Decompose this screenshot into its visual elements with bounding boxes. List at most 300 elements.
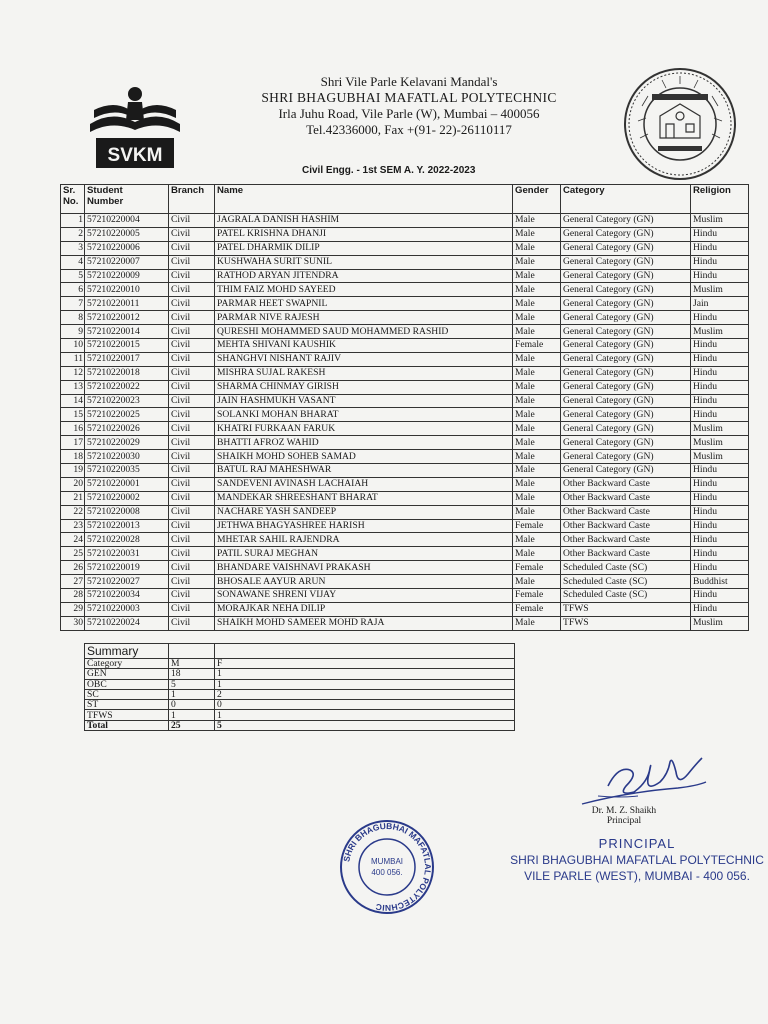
cell-religion: Hindu bbox=[691, 227, 749, 241]
cell-name: JAIN HASHMUKH VASANT bbox=[215, 394, 513, 408]
cell-sr: 28 bbox=[61, 589, 85, 603]
cell-sr: 27 bbox=[61, 575, 85, 589]
cell-gender: Male bbox=[513, 352, 561, 366]
cell-category: General Category (GN) bbox=[561, 227, 691, 241]
institution-header bbox=[240, 74, 578, 138]
cell-gender: Male bbox=[513, 575, 561, 589]
cell-religion: Hindu bbox=[691, 339, 749, 353]
summary-table bbox=[84, 643, 515, 731]
cell-student-number: 57210220013 bbox=[85, 519, 169, 533]
col-header-branch: Branch bbox=[169, 185, 215, 214]
cell-branch: Civil bbox=[169, 561, 215, 575]
summary-f: 0 bbox=[215, 700, 515, 710]
summary-m: 1 bbox=[169, 710, 215, 720]
cell-category: Scheduled Caste (SC) bbox=[561, 561, 691, 575]
cell-branch: Civil bbox=[169, 339, 215, 353]
cell-gender: Male bbox=[513, 450, 561, 464]
cell-religion: Hindu bbox=[691, 464, 749, 478]
cell-sr: 29 bbox=[61, 602, 85, 616]
cell-name: PATEL KRISHNA DHANJI bbox=[215, 227, 513, 241]
cell-sr: 2 bbox=[61, 227, 85, 241]
cell-name: MANDEKAR SHREESHANT BHARAT bbox=[215, 491, 513, 505]
cell-sr: 21 bbox=[61, 491, 85, 505]
cell-religion: Hindu bbox=[691, 408, 749, 422]
cell-gender: Male bbox=[513, 380, 561, 394]
cell-religion: Hindu bbox=[691, 505, 749, 519]
cell-student-number: 57210220006 bbox=[85, 241, 169, 255]
cell-name: PARMAR HEET SWAPNIL bbox=[215, 297, 513, 311]
cell-branch: Civil bbox=[169, 477, 215, 491]
cell-student-number: 57210220022 bbox=[85, 380, 169, 394]
cell-sr: 14 bbox=[61, 394, 85, 408]
cell-student-number: 57210220034 bbox=[85, 589, 169, 603]
cell-category: General Category (GN) bbox=[561, 325, 691, 339]
table-row bbox=[61, 477, 749, 491]
cell-religion: Muslim bbox=[691, 214, 749, 228]
cell-gender: Male bbox=[513, 297, 561, 311]
cell-religion: Hindu bbox=[691, 533, 749, 547]
cell-name: JAGRALA DANISH HASHIM bbox=[215, 214, 513, 228]
cell-religion: Muslim bbox=[691, 436, 749, 450]
summary-m: 18 bbox=[169, 669, 215, 679]
table-row bbox=[61, 241, 749, 255]
cell-name: KHATRI FURKAAN FARUK bbox=[215, 422, 513, 436]
cell-name: KUSHWAHA SURIT SUNIL bbox=[215, 255, 513, 269]
college-seal bbox=[622, 66, 738, 182]
cell-gender: Male bbox=[513, 422, 561, 436]
cell-name: BHATTI AFROZ WAHID bbox=[215, 436, 513, 450]
cell-branch: Civil bbox=[169, 450, 215, 464]
cell-gender: Male bbox=[513, 533, 561, 547]
cell-gender: Male bbox=[513, 283, 561, 297]
cell-branch: Civil bbox=[169, 366, 215, 380]
summary-row bbox=[85, 689, 515, 699]
cell-branch: Civil bbox=[169, 422, 215, 436]
summary-header-f: F bbox=[215, 659, 515, 669]
cell-student-number: 57210220017 bbox=[85, 352, 169, 366]
cell-category: General Category (GN) bbox=[561, 297, 691, 311]
cell-sr: 1 bbox=[61, 214, 85, 228]
summary-title-row bbox=[85, 644, 515, 659]
cell-religion: Muslim bbox=[691, 450, 749, 464]
cell-student-number: 57210220008 bbox=[85, 505, 169, 519]
table-row bbox=[61, 616, 749, 630]
cell-sr: 6 bbox=[61, 283, 85, 297]
cell-sr: 5 bbox=[61, 269, 85, 283]
cell-sr: 8 bbox=[61, 311, 85, 325]
cell-branch: Civil bbox=[169, 436, 215, 450]
cell-gender: Female bbox=[513, 339, 561, 353]
summary-category: OBC bbox=[85, 679, 169, 689]
summary-header-category: Category bbox=[85, 659, 169, 669]
cell-gender: Male bbox=[513, 227, 561, 241]
cell-religion: Hindu bbox=[691, 547, 749, 561]
cell-branch: Civil bbox=[169, 602, 215, 616]
cell-student-number: 57210220028 bbox=[85, 533, 169, 547]
cell-branch: Civil bbox=[169, 464, 215, 478]
cell-name: MEHTA SHIVANI KAUSHIK bbox=[215, 339, 513, 353]
cell-religion: Buddhist bbox=[691, 575, 749, 589]
cell-branch: Civil bbox=[169, 505, 215, 519]
cell-name: QURESHI MOHAMMED SAUD MOHAMMED RASHID bbox=[215, 325, 513, 339]
cell-category: General Category (GN) bbox=[561, 241, 691, 255]
cell-category: General Category (GN) bbox=[561, 408, 691, 422]
summary-category: ST bbox=[85, 700, 169, 710]
table-row bbox=[61, 422, 749, 436]
cell-name: MISHRA SUJAL RAKESH bbox=[215, 366, 513, 380]
col-header-religion: Religion bbox=[691, 185, 749, 214]
cell-sr: 9 bbox=[61, 325, 85, 339]
cell-branch: Civil bbox=[169, 408, 215, 422]
cell-name: SHARMA CHINMAY GIRISH bbox=[215, 380, 513, 394]
table-row bbox=[61, 325, 749, 339]
cell-branch: Civil bbox=[169, 352, 215, 366]
cell-category: General Category (GN) bbox=[561, 366, 691, 380]
cell-religion: Hindu bbox=[691, 519, 749, 533]
principal-signature-block bbox=[584, 806, 664, 826]
summary-category: TFWS bbox=[85, 710, 169, 720]
cell-branch: Civil bbox=[169, 616, 215, 630]
cell-sr: 30 bbox=[61, 616, 85, 630]
table-row bbox=[61, 533, 749, 547]
col-header-student-number: Student Number bbox=[85, 185, 169, 214]
cell-religion: Hindu bbox=[691, 589, 749, 603]
cell-gender: Male bbox=[513, 436, 561, 450]
table-row bbox=[61, 297, 749, 311]
cell-category: Other Backward Caste bbox=[561, 491, 691, 505]
cell-gender: Male bbox=[513, 366, 561, 380]
cell-category: Other Backward Caste bbox=[561, 505, 691, 519]
svkm-logo bbox=[86, 80, 184, 172]
cell-category: General Category (GN) bbox=[561, 255, 691, 269]
cell-student-number: 57210220035 bbox=[85, 464, 169, 478]
cell-student-number: 57210220027 bbox=[85, 575, 169, 589]
table-row bbox=[61, 491, 749, 505]
cell-gender: Male bbox=[513, 255, 561, 269]
cell-religion: Hindu bbox=[691, 366, 749, 380]
cell-category: General Category (GN) bbox=[561, 450, 691, 464]
summary-f: 5 bbox=[215, 720, 515, 730]
cell-gender: Male bbox=[513, 505, 561, 519]
cell-student-number: 57210220014 bbox=[85, 325, 169, 339]
summary-header-row bbox=[85, 659, 515, 669]
cell-student-number: 57210220009 bbox=[85, 269, 169, 283]
cell-student-number: 57210220030 bbox=[85, 450, 169, 464]
stamp-address: VILE PARLE (WEST), MUMBAI - 400 056. bbox=[524, 869, 750, 883]
cell-sr: 19 bbox=[61, 464, 85, 478]
cell-sr: 24 bbox=[61, 533, 85, 547]
cell-gender: Male bbox=[513, 477, 561, 491]
stamp-title: PRINCIPAL bbox=[598, 836, 676, 851]
cell-religion: Hindu bbox=[691, 352, 749, 366]
cell-religion: Hindu bbox=[691, 477, 749, 491]
cell-student-number: 57210220012 bbox=[85, 311, 169, 325]
summary-row bbox=[85, 710, 515, 720]
cell-category: Other Backward Caste bbox=[561, 533, 691, 547]
col-header-gender: Gender bbox=[513, 185, 561, 214]
table-row bbox=[61, 464, 749, 478]
cell-name: SANDEVENI AVINASH LACHAIAH bbox=[215, 477, 513, 491]
cell-religion: Muslim bbox=[691, 422, 749, 436]
table-row bbox=[61, 394, 749, 408]
cell-gender: Male bbox=[513, 547, 561, 561]
cell-name: PATEL DHARMIK DILIP bbox=[215, 241, 513, 255]
cell-name: NACHARE YASH SANDEEP bbox=[215, 505, 513, 519]
cell-gender: Male bbox=[513, 241, 561, 255]
cell-category: General Category (GN) bbox=[561, 339, 691, 353]
cell-name: SHAIKH MOHD SAMEER MOHD RAJA bbox=[215, 616, 513, 630]
cell-religion: Muslim bbox=[691, 616, 749, 630]
cell-branch: Civil bbox=[169, 241, 215, 255]
cell-category: Scheduled Caste (SC) bbox=[561, 589, 691, 603]
cell-branch: Civil bbox=[169, 297, 215, 311]
cell-branch: Civil bbox=[169, 311, 215, 325]
table-row bbox=[61, 366, 749, 380]
cell-sr: 15 bbox=[61, 408, 85, 422]
cell-branch: Civil bbox=[169, 547, 215, 561]
table-row bbox=[61, 505, 749, 519]
cell-gender: Male bbox=[513, 311, 561, 325]
cell-branch: Civil bbox=[169, 533, 215, 547]
cell-sr: 4 bbox=[61, 255, 85, 269]
table-row bbox=[61, 311, 749, 325]
table-row bbox=[61, 227, 749, 241]
cell-category: TFWS bbox=[561, 616, 691, 630]
cell-student-number: 57210220002 bbox=[85, 491, 169, 505]
table-row bbox=[61, 283, 749, 297]
summary-m: 1 bbox=[169, 689, 215, 699]
summary-m: 0 bbox=[169, 700, 215, 710]
summary-f: 1 bbox=[215, 710, 515, 720]
summary-row bbox=[85, 669, 515, 679]
summary-row bbox=[85, 679, 515, 689]
cell-category: General Category (GN) bbox=[561, 283, 691, 297]
summary-m: 25 bbox=[169, 720, 215, 730]
summary-f: 2 bbox=[215, 689, 515, 699]
cell-religion: Hindu bbox=[691, 394, 749, 408]
table-row bbox=[61, 255, 749, 269]
cell-sr: 18 bbox=[61, 450, 85, 464]
cell-branch: Civil bbox=[169, 380, 215, 394]
cell-gender: Female bbox=[513, 602, 561, 616]
cell-name: PATIL SURAJ MEGHAN bbox=[215, 547, 513, 561]
cell-branch: Civil bbox=[169, 227, 215, 241]
cell-branch: Civil bbox=[169, 394, 215, 408]
cell-student-number: 57210220015 bbox=[85, 339, 169, 353]
table-row bbox=[61, 380, 749, 394]
cell-category: Scheduled Caste (SC) bbox=[561, 575, 691, 589]
principal-stamp bbox=[506, 836, 768, 884]
cell-religion: Hindu bbox=[691, 311, 749, 325]
cell-student-number: 57210220011 bbox=[85, 297, 169, 311]
cell-name: PARMAR NIVE RAJESH bbox=[215, 311, 513, 325]
table-row bbox=[61, 269, 749, 283]
cell-student-number: 57210220004 bbox=[85, 214, 169, 228]
cell-student-number: 57210220025 bbox=[85, 408, 169, 422]
cell-category: General Category (GN) bbox=[561, 380, 691, 394]
cell-gender: Male bbox=[513, 616, 561, 630]
cell-sr: 26 bbox=[61, 561, 85, 575]
cell-religion: Hindu bbox=[691, 491, 749, 505]
cell-gender: Male bbox=[513, 408, 561, 422]
cell-branch: Civil bbox=[169, 575, 215, 589]
cell-religion: Muslim bbox=[691, 325, 749, 339]
cell-category: General Category (GN) bbox=[561, 214, 691, 228]
table-row bbox=[61, 519, 749, 533]
cell-student-number: 57210220029 bbox=[85, 436, 169, 450]
cell-category: Other Backward Caste bbox=[561, 477, 691, 491]
col-header-category: Category bbox=[561, 185, 691, 214]
student-table bbox=[60, 184, 749, 631]
cell-religion: Hindu bbox=[691, 269, 749, 283]
cell-religion: Hindu bbox=[691, 380, 749, 394]
cell-student-number: 57210220024 bbox=[85, 616, 169, 630]
principal-name: Dr. M. Z. Shaikh bbox=[591, 806, 657, 816]
summary-row bbox=[85, 700, 515, 710]
table-header-row bbox=[61, 185, 749, 214]
cell-student-number: 57210220001 bbox=[85, 477, 169, 491]
cell-gender: Female bbox=[513, 519, 561, 533]
course-subtitle: Civil Engg. - 1st SEM A. Y. 2022-2023 bbox=[302, 165, 476, 176]
principal-role: Principal bbox=[606, 816, 642, 826]
stamp-institution: SHRI BHAGUBHAI MAFATLAL POLYTECHNIC bbox=[510, 853, 764, 867]
cell-name: RATHOD ARYAN JITENDRA bbox=[215, 269, 513, 283]
cell-gender: Female bbox=[513, 589, 561, 603]
cell-gender: Male bbox=[513, 491, 561, 505]
cell-student-number: 57210220023 bbox=[85, 394, 169, 408]
cell-name: SHANGHVI NISHANT RAJIV bbox=[215, 352, 513, 366]
cell-name: BHOSALE AAYUR ARUN bbox=[215, 575, 513, 589]
cell-branch: Civil bbox=[169, 519, 215, 533]
cell-religion: Muslim bbox=[691, 283, 749, 297]
cell-student-number: 57210220018 bbox=[85, 366, 169, 380]
cell-sr: 7 bbox=[61, 297, 85, 311]
svg-text:SVKM: SVKM bbox=[107, 145, 163, 166]
summary-header-m: M bbox=[169, 659, 215, 669]
trust-name: Shri Vile Parle Kelavani Mandal's bbox=[320, 74, 498, 89]
cell-name: BHANDARE VAISHNAVI PRAKASH bbox=[215, 561, 513, 575]
table-row bbox=[61, 408, 749, 422]
cell-religion: Jain bbox=[691, 297, 749, 311]
cell-religion: Hindu bbox=[691, 602, 749, 616]
cell-religion: Hindu bbox=[691, 241, 749, 255]
table-row bbox=[61, 589, 749, 603]
svg-text:400 056.: 400 056. bbox=[371, 868, 403, 877]
cell-sr: 13 bbox=[61, 380, 85, 394]
cell-name: MHETAR SAHIL RAJENDRA bbox=[215, 533, 513, 547]
table-row bbox=[61, 547, 749, 561]
cell-name: SHAIKH MOHD SOHEB SAMAD bbox=[215, 450, 513, 464]
institution-name: SHRI BHAGUBHAI MAFATLAL POLYTECHNIC bbox=[261, 90, 557, 105]
cell-branch: Civil bbox=[169, 283, 215, 297]
summary-category: GEN bbox=[85, 669, 169, 679]
summary-category: SC bbox=[85, 689, 169, 699]
cell-sr: 20 bbox=[61, 477, 85, 491]
cell-student-number: 57210220007 bbox=[85, 255, 169, 269]
summary-m: 5 bbox=[169, 679, 215, 689]
summary-f: 1 bbox=[215, 679, 515, 689]
cell-category: General Category (GN) bbox=[561, 394, 691, 408]
cell-gender: Male bbox=[513, 269, 561, 283]
cell-student-number: 57210220005 bbox=[85, 227, 169, 241]
institution-address: Irla Juhu Road, Vile Parle (W), Mumbai – 400056 bbox=[278, 106, 540, 121]
cell-category: General Category (GN) bbox=[561, 352, 691, 366]
cell-category: General Category (GN) bbox=[561, 311, 691, 325]
cell-sr: 22 bbox=[61, 505, 85, 519]
cell-branch: Civil bbox=[169, 589, 215, 603]
cell-category: General Category (GN) bbox=[561, 422, 691, 436]
round-stamp bbox=[338, 818, 436, 916]
cell-religion: Hindu bbox=[691, 255, 749, 269]
summary-title: Summary bbox=[85, 644, 169, 659]
cell-gender: Male bbox=[513, 464, 561, 478]
cell-gender: Male bbox=[513, 394, 561, 408]
cell-branch: Civil bbox=[169, 325, 215, 339]
cell-sr: 10 bbox=[61, 339, 85, 353]
cell-category: TFWS bbox=[561, 602, 691, 616]
cell-category: Other Backward Caste bbox=[561, 547, 691, 561]
cell-name: SOLANKI MOHAN BHARAT bbox=[215, 408, 513, 422]
cell-sr: 11 bbox=[61, 352, 85, 366]
cell-name: BATUL RAJ MAHESHWAR bbox=[215, 464, 513, 478]
cell-student-number: 57210220026 bbox=[85, 422, 169, 436]
cell-sr: 17 bbox=[61, 436, 85, 450]
table-row bbox=[61, 575, 749, 589]
table-row bbox=[61, 352, 749, 366]
cell-gender: Male bbox=[513, 214, 561, 228]
cell-student-number: 57210220019 bbox=[85, 561, 169, 575]
cell-name: THIM FAIZ MOHD SAYEED bbox=[215, 283, 513, 297]
col-header-name: Name bbox=[215, 185, 513, 214]
cell-branch: Civil bbox=[169, 269, 215, 283]
table-row bbox=[61, 450, 749, 464]
col-header-sr: Sr. No. bbox=[61, 185, 85, 214]
cell-student-number: 57210220031 bbox=[85, 547, 169, 561]
svg-text:SHRI BHAGUBHAI MAFATLAL POLYTE: SHRI BHAGUBHAI MAFATLAL POLYTECHNIC bbox=[341, 820, 434, 914]
cell-branch: Civil bbox=[169, 491, 215, 505]
table-row bbox=[61, 602, 749, 616]
table-row bbox=[61, 561, 749, 575]
cell-sr: 12 bbox=[61, 366, 85, 380]
table-row bbox=[61, 339, 749, 353]
svg-text:MUMBAI: MUMBAI bbox=[371, 857, 403, 866]
summary-total-row bbox=[85, 720, 515, 730]
summary-f: 1 bbox=[215, 669, 515, 679]
cell-name: MORAJKAR NEHA DILIP bbox=[215, 602, 513, 616]
cell-category: Other Backward Caste bbox=[561, 519, 691, 533]
cell-gender: Female bbox=[513, 561, 561, 575]
cell-name: SONAWANE SHRENI VIJAY bbox=[215, 589, 513, 603]
cell-name: JETHWA BHAGYASHREE HARISH bbox=[215, 519, 513, 533]
cell-branch: Civil bbox=[169, 255, 215, 269]
table-row bbox=[61, 214, 749, 228]
principal-signature bbox=[578, 752, 708, 812]
table-row bbox=[61, 436, 749, 450]
cell-category: General Category (GN) bbox=[561, 436, 691, 450]
cell-category: General Category (GN) bbox=[561, 269, 691, 283]
cell-gender: Male bbox=[513, 325, 561, 339]
summary-category: Total bbox=[85, 720, 169, 730]
cell-category: General Category (GN) bbox=[561, 464, 691, 478]
institution-contact: Tel.42336000, Fax +(91- 22)-26110117 bbox=[306, 122, 512, 137]
cell-sr: 25 bbox=[61, 547, 85, 561]
cell-sr: 16 bbox=[61, 422, 85, 436]
cell-branch: Civil bbox=[169, 214, 215, 228]
cell-sr: 3 bbox=[61, 241, 85, 255]
cell-student-number: 57210220010 bbox=[85, 283, 169, 297]
cell-religion: Hindu bbox=[691, 561, 749, 575]
cell-student-number: 57210220003 bbox=[85, 602, 169, 616]
